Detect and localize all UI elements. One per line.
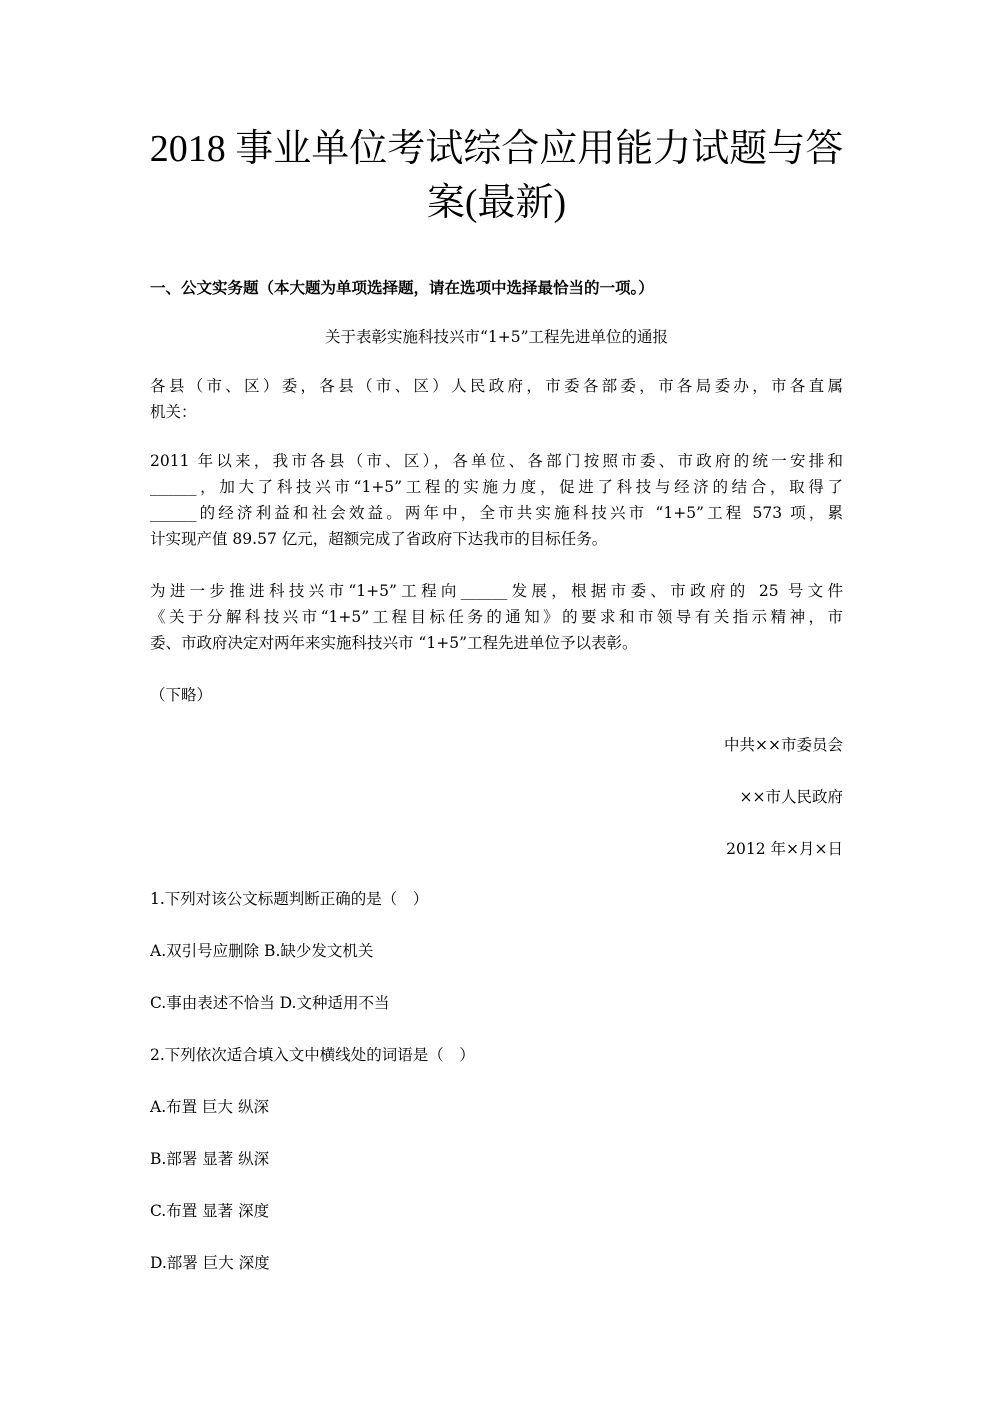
- question-2-option-c: C.布置 显著 深度: [150, 1202, 270, 1220]
- notice-title: 关于表彰实施科技兴市“1+5”工程先进单位的通报: [324, 328, 669, 346]
- paragraph-2-line-2: 《关于分解科技兴市“1+5”工程目标任务的通知》的要求和市领导有关指示精神，市: [150, 608, 843, 626]
- document-title: [100, 122, 893, 230]
- question-1-option-row-2: C.事由表述不恰当 D.文种适用不当: [150, 994, 390, 1012]
- notice-date: 2012 年×月×日: [726, 840, 843, 858]
- title-line-1: 2018 事业单位考试综合应用能力试题与答: [149, 128, 844, 170]
- paragraph-2-line-1: 为进一步推进科技兴市“1+5”工程向______发展，根据市委、市政府的 25 号文件: [150, 582, 843, 600]
- salutation-line-2: 机关：: [150, 403, 197, 421]
- question-1-option-row-1: A.双引号应删除 B.缺少发文机关: [150, 942, 374, 960]
- question-2-option-a: A.布置 巨大 纵深: [150, 1098, 269, 1116]
- question-2-stem: 2.下列依次适合填入文中横线处的词语是（ ）: [150, 1046, 475, 1064]
- question-1-stem: 1.下列对该公文标题判断正确的是（ ）: [150, 890, 429, 908]
- title-line-2: 案(最新): [426, 182, 567, 224]
- paragraph-1-line-3: ______的经济利益和社会效益。两年中，全市共实施科技兴市 “1+5”工程 573 项，累: [150, 504, 843, 522]
- signer-government: ××市人民政府: [739, 788, 843, 806]
- paragraph-1-line-4: 计实现产值 89.57 亿元，超额完成了省政府下达我市的目标任务。: [150, 530, 608, 548]
- question-2-option-d: D.部署 巨大 深度: [150, 1254, 270, 1272]
- salutation-line-1: 各县（市、区）委，各县（市、区）人民政府，市委各部委，市各局委办，市各直属: [150, 377, 843, 395]
- paragraph-1-line-2: ______，加大了科技兴市“1+5”工程的实施力度，促进了科技与经济的结合，取得了: [150, 478, 843, 496]
- signer-party-committee: 中共××市委员会: [724, 736, 843, 754]
- section-heading: 一、公文实务题（本大题为单项选择题，请在选项中选择最恰当的一项。）: [150, 279, 654, 297]
- omitted-note: （下略）: [150, 686, 213, 704]
- question-2-option-b: B.部署 显著 纵深: [150, 1150, 270, 1168]
- paragraph-2-line-3: 委、市政府决定对两年来实施科技兴市 “1+5”工程先进单位予以表彰。: [150, 634, 638, 652]
- paragraph-1-line-1: 2011 年以来，我市各县（市、区），各单位、各部门按照市委、市政府的统一安排和: [150, 452, 843, 470]
